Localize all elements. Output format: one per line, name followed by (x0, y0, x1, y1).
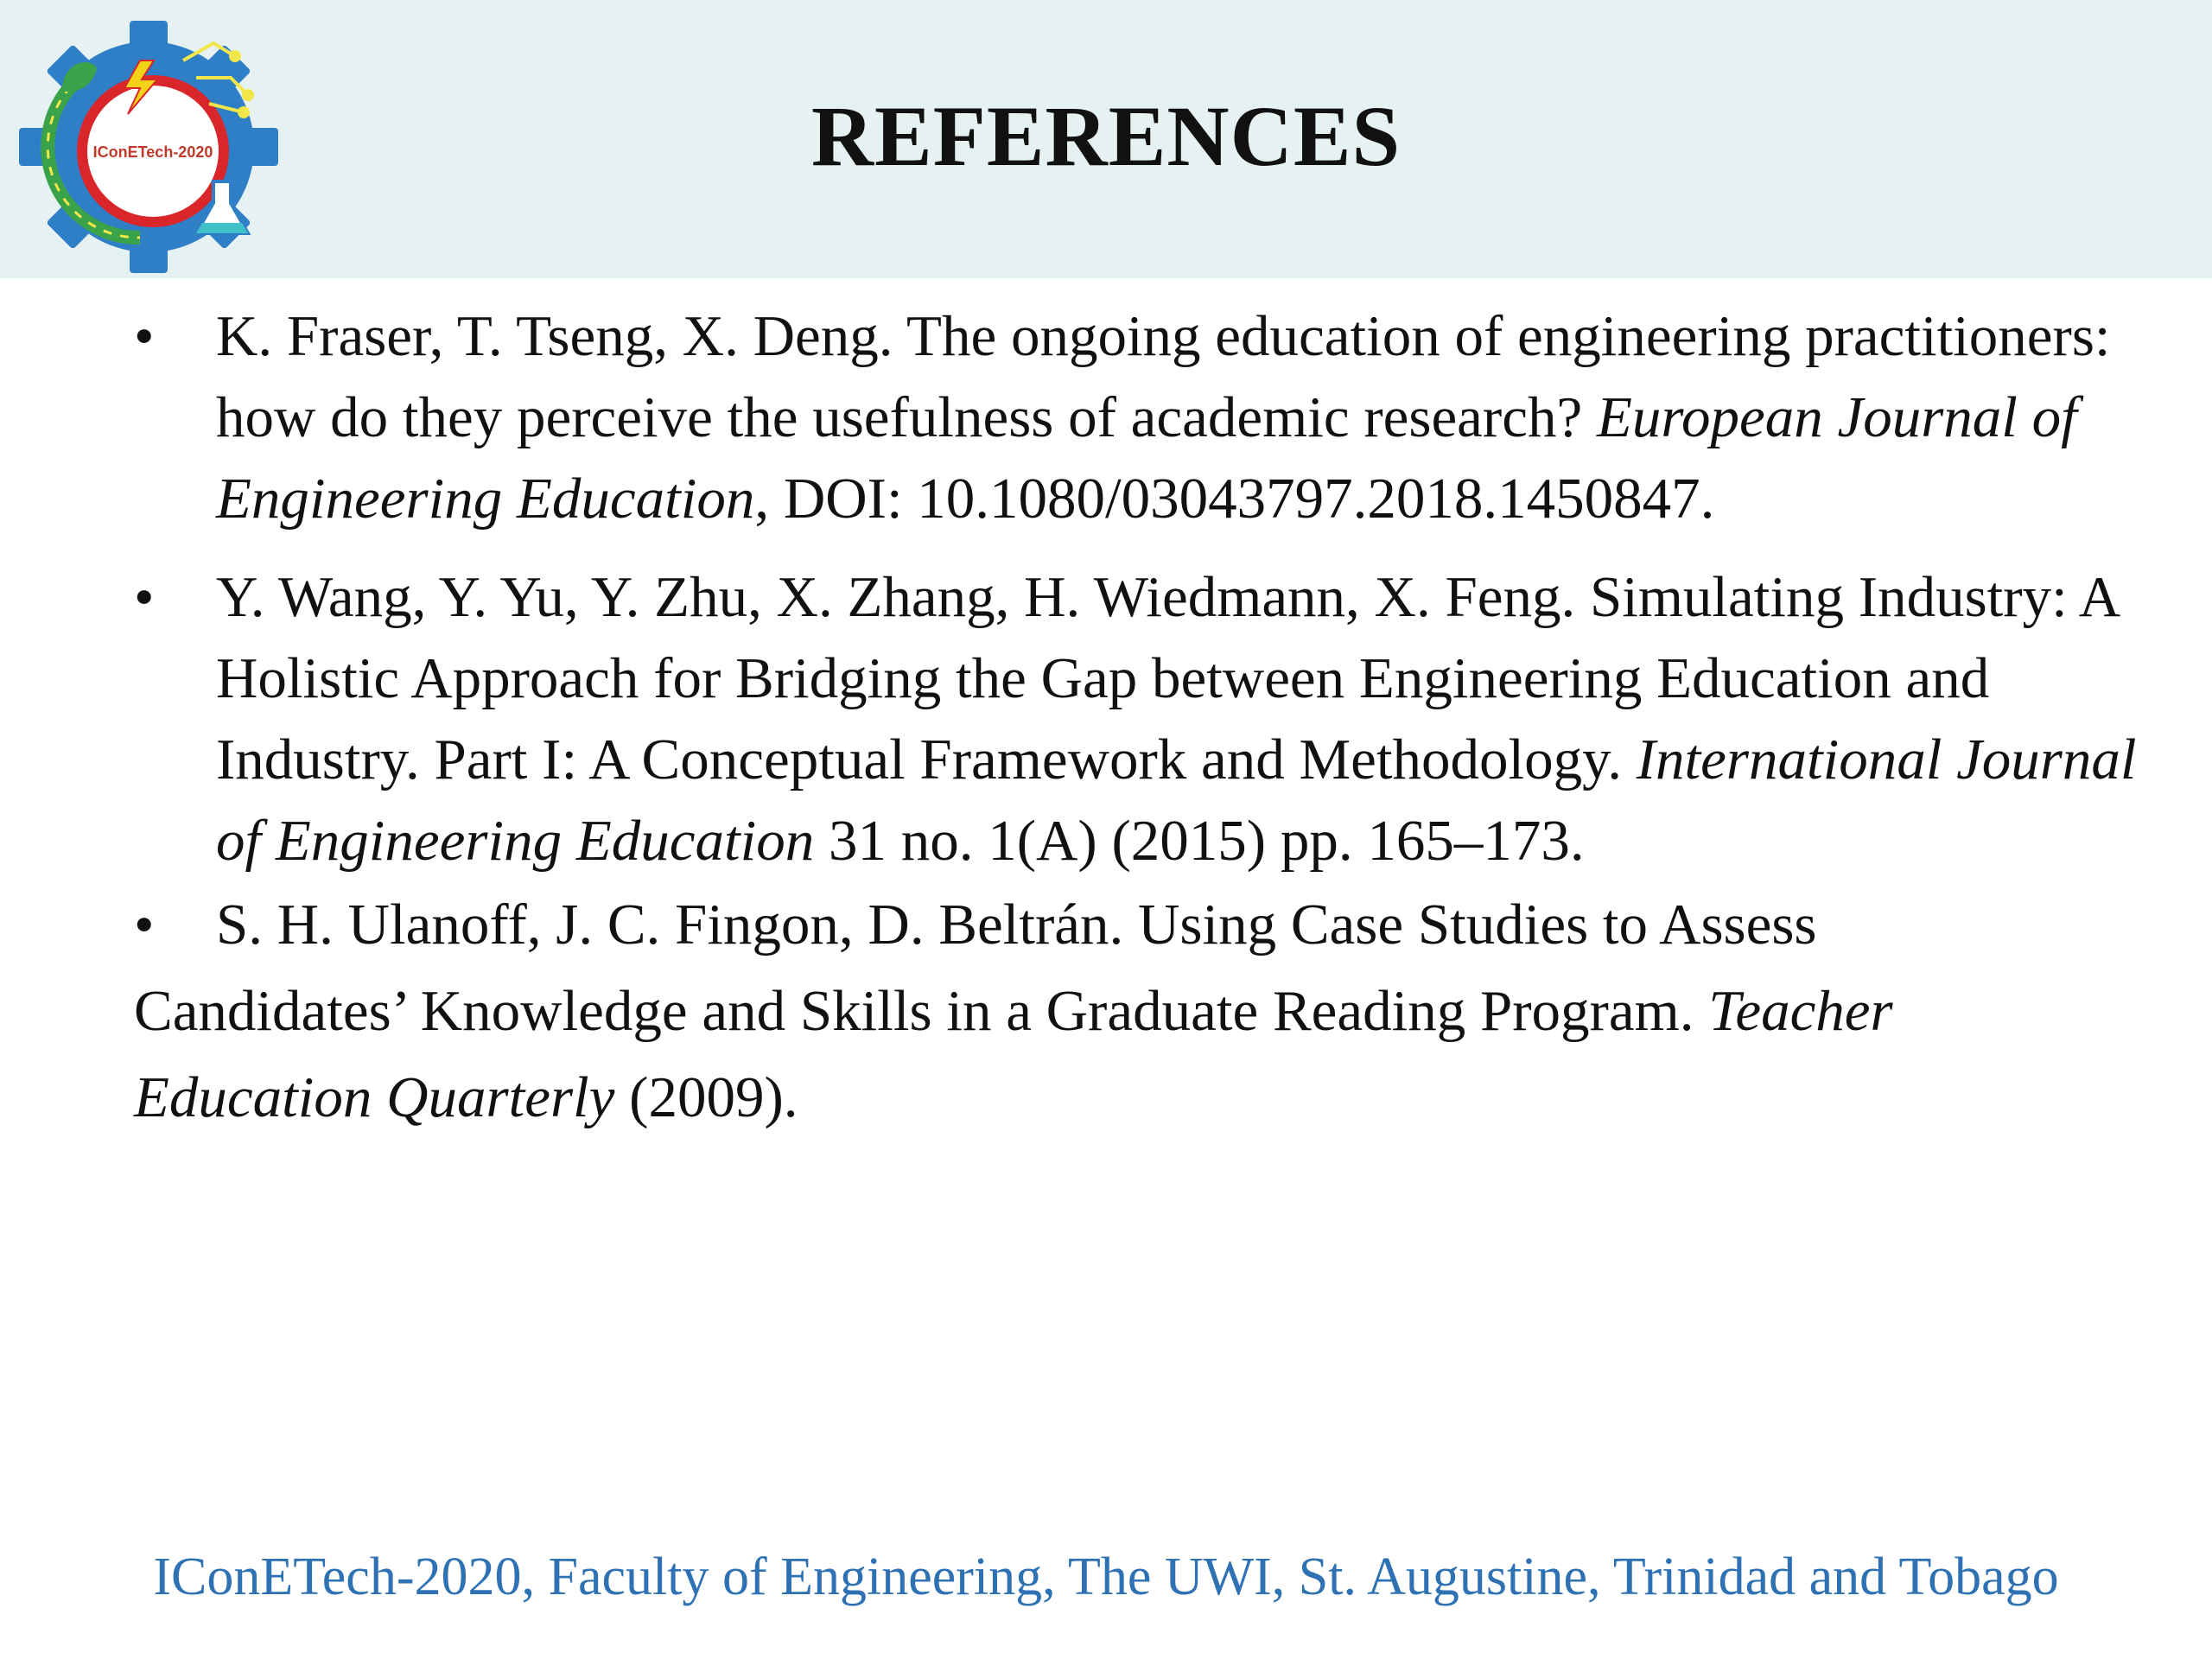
reference-details: 31 no. 1(A) (2015) pp. 165–173. (814, 809, 1585, 873)
footer-text: IConETech-2020, Faculty of Engineering, The UWI, St. Augustine, Trinidad and Tobago (153, 1548, 2059, 1606)
journal-name: European Journal of Engineering Education (216, 385, 2077, 531)
bullet-marker: • (134, 893, 155, 957)
svg-text:IConETech-2020: IConETech-2020 (92, 143, 213, 161)
bullet-marker: • (134, 304, 155, 368)
bullet-marker: • (134, 565, 155, 629)
journal-name: Teacher Education Quarterly (134, 979, 1893, 1129)
reference-item (0, 881, 2212, 1141)
reference-text: K. Fraser, T. Tseng, X. Deng. The ongoing education of engineering practitioners: how do they perceive the usefulness of academic research? (216, 304, 2111, 449)
reference-details: , DOI: 10.1080/03043797.2018.1450847. (754, 467, 1715, 531)
reference-text: S. H. Ulanoff, J. C. Fingon, D. Beltrán. Using Case Studies to Assess Candidates’ Knowledge and Skills in a Graduate Reading Program. (134, 893, 1817, 1043)
references-list (0, 296, 2212, 1141)
reference-text: Y. Wang, Y. Yu, Y. Zhu, X. Zhang, H. Wiedmann, X. Feng. Simulating Industry: A Holistic Approach for Bridging the Gap between Engineering Education and Industry. Part I: A Conceptual Framework and Methodology. (216, 565, 2118, 791)
reference-item (0, 556, 2212, 881)
reference-item (0, 296, 2212, 539)
reference-details: (2009). (614, 1065, 798, 1129)
page-title: REFERENCES (810, 88, 1402, 184)
journal-name: International Journal of Engineering Education (216, 728, 2137, 873)
